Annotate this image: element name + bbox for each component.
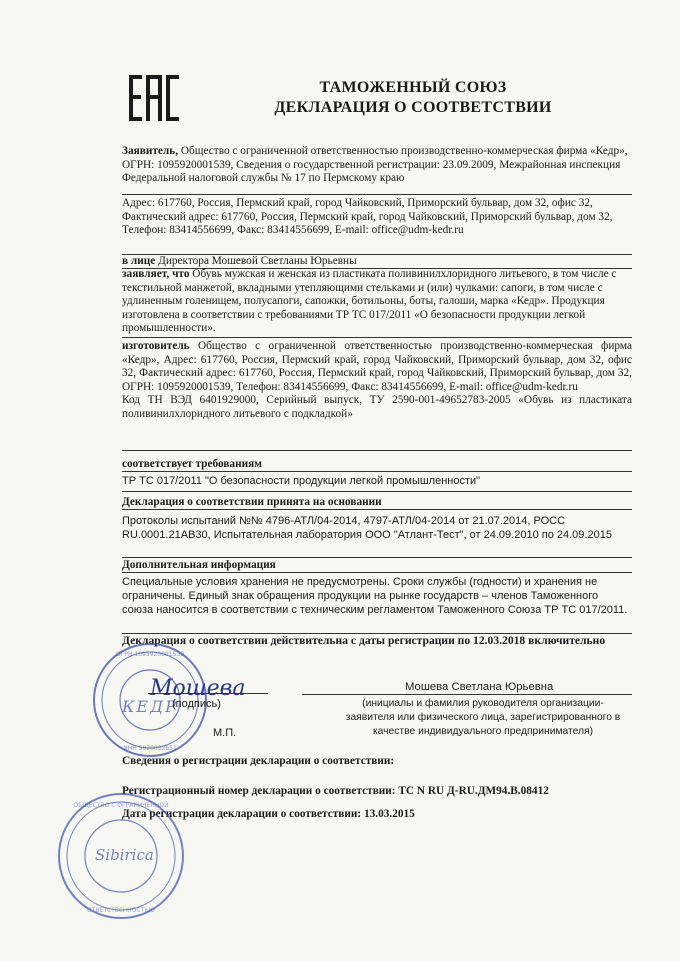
name-line <box>302 694 632 695</box>
validity-text: Декларация о соответствии действительна с даты регистрации по 12.03.2018 включительно <box>122 634 606 647</box>
additional-label: Дополнительная информация <box>122 559 276 571</box>
conforms-label: соответствует требованиям <box>122 458 262 470</box>
signature: Мошева <box>150 676 246 701</box>
svg-text:ОГРН 1095920001539: ОГРН 1095920001539 <box>115 651 185 658</box>
registration-number: Регистрационный номер декларации о соответствии: ТС N RU Д-RU.ДМ94.В.08412 <box>122 785 549 797</box>
signatory-name: Мошева Светлана Юрьевна <box>405 681 554 693</box>
declares-text: Обувь мужская и женская из пластиката поливинилхлоридного литьевого, в том числе с текстильной манжетой, вкладными утепляющими стельками и (или) чулками: сапоги, в том числе с удлиненным голенищем, полусапоги, сапожки, ботильоны, боты, галоши, марка «Кедр». Продукция изготовлена в соответствии с требованиями ТР ТС 017/2011 «О безопасности продукции легкой промышленности». <box>122 268 617 335</box>
basis-text-block <box>122 514 632 542</box>
svg-text:ОТВЕТСТВЕННОСТЬЮ: ОТВЕТСТВЕННОСТЬЮ <box>87 907 155 914</box>
seal-caption: М.П. <box>213 727 237 739</box>
applicant-label: Заявитель, <box>122 145 179 157</box>
declares-label: заявляет, что <box>122 268 190 280</box>
applicant-section <box>122 145 632 186</box>
represented-label: в лице <box>122 255 156 267</box>
divider <box>122 450 632 451</box>
signatory-note: (инициалы и фамилия руководителя организации-заявителя или физического лица, зарегистрированного в качестве индивидуального предпринимателя) <box>345 698 621 737</box>
represented-text: Директора Мошевой Светланы Юрьевны <box>155 255 357 267</box>
registrar-stamp-text: Sibirica <box>95 846 154 864</box>
additional-text-block <box>122 575 632 617</box>
divider <box>122 471 632 472</box>
declares-section <box>122 268 632 336</box>
product-code-text: Код ТН ВЭД 6401929000, Серийный выпуск, ТУ 2590-001-49652783-2005 «Обувь из пластиката поливинилхлоридного литьевого с подкладкой» <box>122 394 632 420</box>
conforms-section <box>122 458 632 472</box>
basis-text: Протоколы испытаний №№ 4796-АТЛ/04-2014, 4797-АТЛ/04-2014 от 21.07.2014, РОСС RU.0001.21АВ30, Испытательная лаборатория ООО "Атлант-Тест", от 24.09.2010 по 24.09.2015 <box>122 515 612 541</box>
divider <box>122 557 632 558</box>
divider <box>122 509 632 510</box>
divider <box>122 337 632 338</box>
additional-text: Специальные условия хранения не предусмотрены. Сроки службы (годности) и хранения не ограничены. Единый знак обращения продукции на рынке государств – членов Таможенного союза наносится в соответствии с техническим регламентом Таможенного Союза ТР ТС 017/2011. <box>122 576 628 616</box>
eac-logo <box>127 73 181 123</box>
manufacturer-section <box>122 340 632 422</box>
svg-text:ОБЩЕСТВО С ОГРАНИЧЕННОЙ: ОБЩЕСТВО С ОГРАНИЧЕННОЙ <box>73 802 169 809</box>
signature-line <box>148 693 268 694</box>
registration-heading: Сведения о регистрации декларации о соответствии: <box>122 755 395 767</box>
company-stamp-text: КЕДР <box>122 697 178 716</box>
represented-section <box>122 255 632 269</box>
additional-section <box>122 559 632 573</box>
basis-section <box>122 496 632 510</box>
divider <box>122 572 632 573</box>
manufacturer-text: Общество с ограниченной ответственностью производственно-коммерческая фирма «Кедр», Адрес: 617760, Россия, Пермский край, город Чайковский, Приморский бульвар, дом 32, офис 32, Фактический адрес: 617760, Россия, Пермский край, город Чайковский, Приморский бульвар, дом 32, ОГРН: 1095920001539, Телефон: 83414556699, Факс: 83414556699, E-mail: office@udm-kedr.ru <box>122 340 632 393</box>
svg-text:ИНН 5920032651: ИНН 5920032651 <box>123 745 177 752</box>
title-line-declaration: ДЕКЛАРАЦИЯ О СООТВЕТСТВИИ <box>274 99 552 116</box>
divider <box>122 194 632 195</box>
signature-caption: (подпись) <box>172 698 221 710</box>
address-text: Адрес: 617760, Россия, Пермский край, город Чайковский, Приморский бульвар, дом 32, офис 32, Фактический адрес: 617760, Россия, Пермский край, город Чайковский, Приморский бульвар, дом 32, Телефон: 83414556699, Факс: 83414556699, E-mail: office@udm-kedr.ru <box>122 197 613 237</box>
title-line-union: ТАМОЖЕННЫЙ СОЮЗ <box>319 79 507 96</box>
address-section <box>122 197 632 238</box>
conforms-text-block <box>122 474 632 488</box>
conforms-text: ТР ТС 017/2011 "О безопасности продукции легкой промышленности" <box>122 475 481 487</box>
registration-date: Дата регистрации декларации о соответствии: 13.03.2015 <box>122 808 415 820</box>
document-title <box>258 78 568 118</box>
basis-label: Декларация о соответствии принята на основании <box>122 496 382 508</box>
applicant-text: Общество с ограниченной ответственностью производственно-коммерческая фирма «Кедр», ОГРН: 1095920001539, Сведения о государственной регистрации: 23.09.2009, Межрайонная инспекция Федеральной налоговой службы № 17 по Пермскому краю <box>122 145 628 185</box>
manufacturer-label: изготовитель <box>122 340 190 352</box>
divider <box>122 491 632 492</box>
